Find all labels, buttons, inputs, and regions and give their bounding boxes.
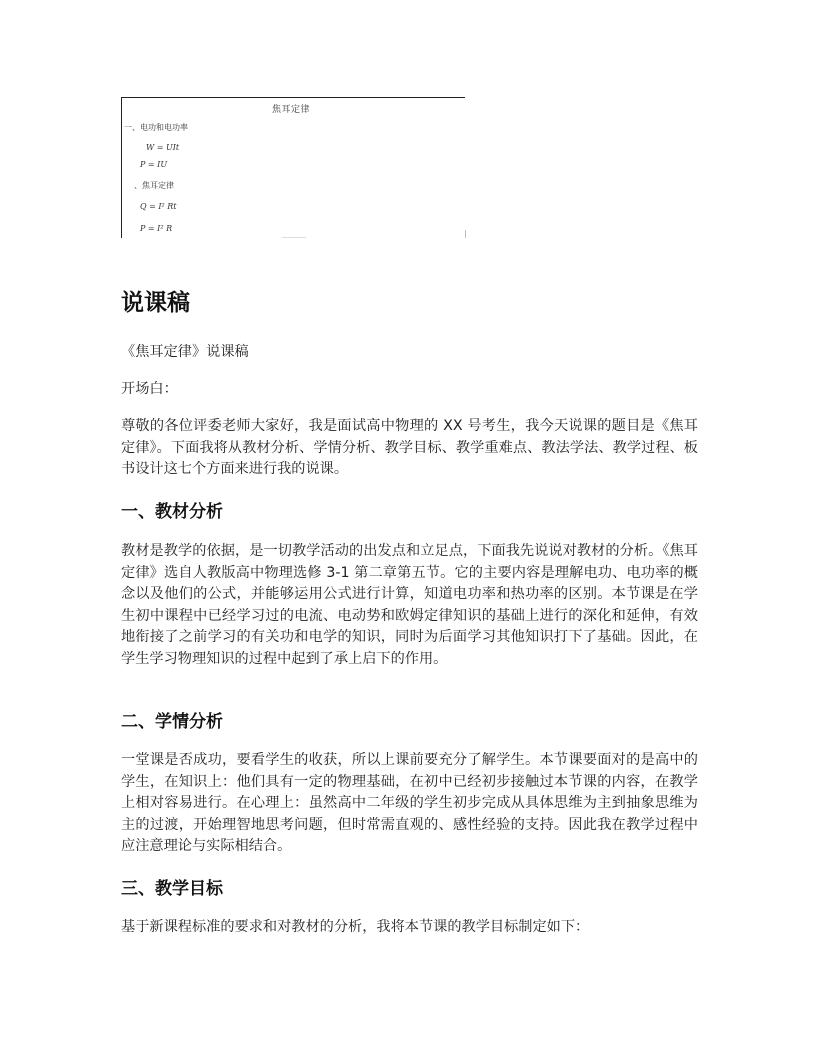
board-formula-heat-power: P = I² R [140, 224, 173, 233]
section-text-textbook-analysis: 教材是教学的依据，是一切教学活动的出发点和立足点，下面我先说说对教材的分析。《焦耳定律》选自人教版高中物理选修 3-1 第二章第五节。它的主要内容是理解电功、电功率的概念以及他们的公式，并能够运用公式进行计算，知道电功率和热功率的区别。本节课是在学生初中课程中已经学习过的电流、电动势和欧姆定律知识的基础上进行的深化和延伸，有效地衔接了之前学习的有关功和电学的知识，同时为后面学习其他知识打下了基础。因此，在学生学习物理知识的过程中起到了承上启下的作用。 [121, 543, 698, 667]
board-formula-work: W = UIt [146, 143, 180, 152]
board-formula-power: P = IU [140, 160, 168, 169]
board-title: 焦耳定律 [272, 105, 311, 115]
board-edge-mark [465, 230, 466, 238]
section-text-student-analysis: 一堂课是否成功，要看学生的收获，所以上课前要充分了解学生。本节课要面对的是高中的学生，在知识上：他们具有一定的物理基础，在初中已经初步接触过本节课的内容，在教学上相对容易进行。在心理上：虽然高中二年级的学生初步完成从具体思维为主到抽象思维为主的过渡，开始理智地思考问题，但时常需直观的、感性经验的支持。因此我在教学过程中应注意理论与实际相结合。 [121, 752, 698, 854]
section-text-teaching-goals: 基于新课程标准的要求和对教材的分析，我将本节课的教学目标制定如下： [121, 919, 590, 935]
opening-paragraph: 尊敬的各位评委老师大家好，我是面试高中物理的 XX 号考生，我今天说课的题目是《焦耳定律》。下面我将从教材分析、学情分析、教学目标、教学重难点、教法学法、教学过程、板书设计这七个方面来进行我的说课。 [121, 418, 698, 477]
section-heading-student-analysis: 二、学情分析 [121, 712, 223, 732]
board-design-image [121, 97, 465, 238]
board-edge-mark [282, 237, 306, 238]
document-title: 说课稿 [121, 290, 190, 316]
section-heading-textbook-analysis: 一、教材分析 [121, 502, 223, 522]
opening-label: 开场白： [121, 381, 178, 397]
document-subtitle: 《焦耳定律》说课稿 [121, 344, 249, 360]
board-line-joule-law: 、焦耳定律 [134, 181, 174, 190]
board-formula-heat: Q = I² Rt [140, 202, 177, 211]
board-line-electric-work: 一、电功和电功率 [124, 123, 188, 132]
section-heading-teaching-goals: 三、教学目标 [121, 879, 223, 899]
